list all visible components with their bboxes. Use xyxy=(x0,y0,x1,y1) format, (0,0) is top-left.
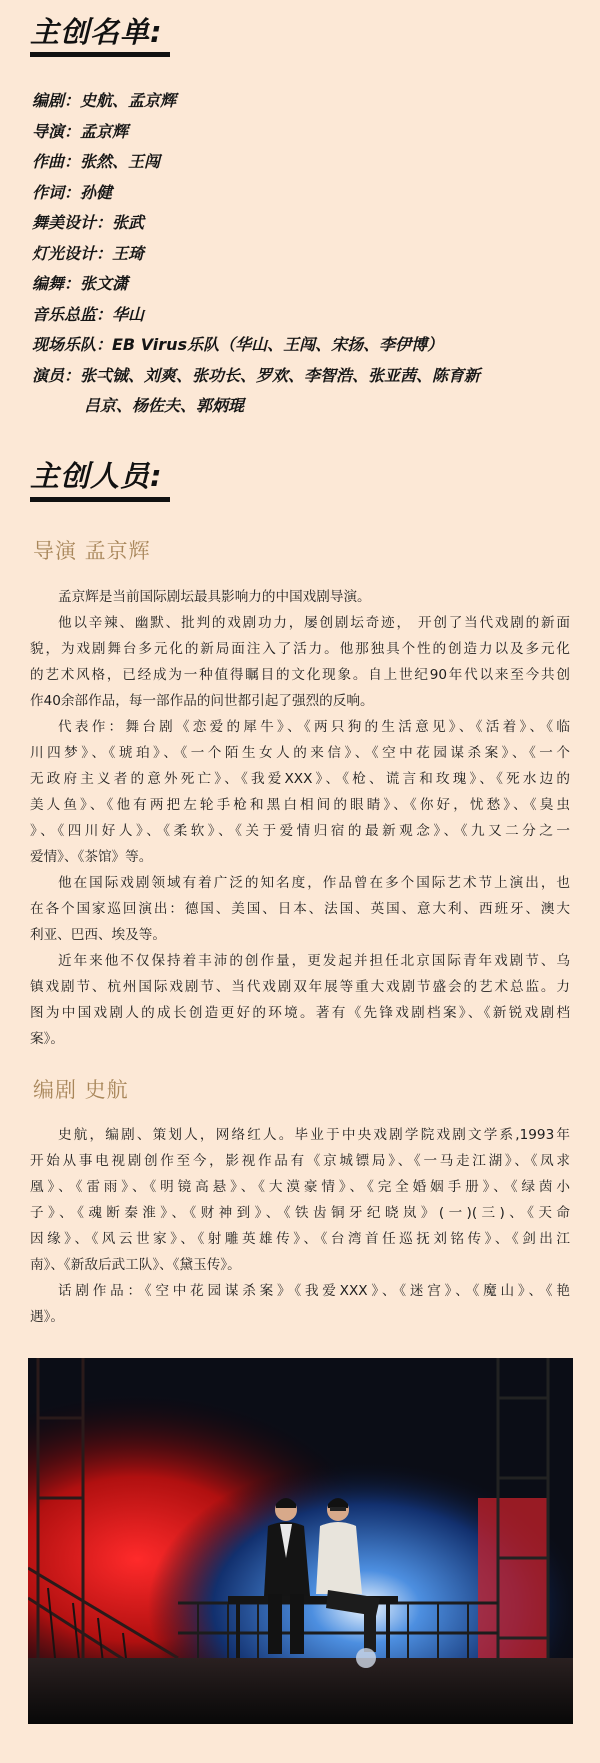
credit-line: 音乐总监：华山 xyxy=(32,304,145,324)
bio-line: 南》、《新敌后武工队》、《黛玉传》。 xyxy=(30,1257,241,1273)
credit-line: 灯光设计：王琦 xyxy=(32,243,145,263)
bio-line: 的艺术风格，已经成为一种值得瞩目的文化现象。自上世纪90年代以来至今共创 xyxy=(30,667,570,683)
heading-underline xyxy=(30,497,170,502)
bio-line: 话剧作品：《空中花园谋杀案》《我爱XXX》、《迷宫》、《魔山》、《艳 xyxy=(58,1283,570,1299)
heading-underline xyxy=(30,52,170,57)
bio-line: 美人鱼》、《他有两把左轮手枪和黑白相间的眼睛》、《你好，忧愁》、《臭虫 xyxy=(30,797,570,813)
bio-line: 遇》。 xyxy=(30,1309,64,1325)
writer-heading: 编剧 史航 xyxy=(33,1078,129,1102)
bio-line: 作40余部作品，每一部作品的问世都引起了强烈的反响。 xyxy=(30,693,374,709)
bio-line: 近年来他不仅保持着丰沛的创作量，更发起并担任北京国际青年戏剧节、乌 xyxy=(58,953,570,969)
bio-line: 因缘》、《风云世家》、《射雕英雄传》、《台湾首任巡抚刘铭传》、《剑出江 xyxy=(30,1231,570,1247)
stage-scene-image xyxy=(28,1358,573,1724)
bio-line: 孟京辉是当前国际剧坛最具影响力的中国戏剧导演。 xyxy=(58,589,371,605)
crew-list-heading: 主创名单: xyxy=(30,15,163,49)
credit-line: 编剧：史航、孟京辉 xyxy=(32,91,177,110)
bio-line: 代表作：舞台剧《恋爱的犀牛》、《两只狗的生活意见》、《活着》、《临 xyxy=(58,719,570,735)
credit-line: 演员：张弌铖、刘爽、张功长、罗欢、李智浩、张亚茜、陈育新 xyxy=(32,365,481,385)
bio-line: 无政府主义者的意外死亡》、《我爱XXX》、《枪、谎言和玫瑰》、《死水边的 xyxy=(30,771,570,787)
credit-line: 编舞：张文潇 xyxy=(32,274,129,293)
bio-line: 镇戏剧节、杭州国际戏剧节、当代戏剧双年展等重大戏剧节盛会的艺术总监。力 xyxy=(30,979,570,995)
bio-line: 他以辛辣、幽默、批判的戏剧功力，屡创剧坛奇迹， 开创了当代戏剧的新面 xyxy=(58,615,570,631)
stage-photo xyxy=(28,1358,573,1724)
credit-line: 作曲：张然、王闯 xyxy=(32,152,161,171)
bio-line: 他在国际戏剧领域有着广泛的知名度，作品曾在多个国际艺术节上演出，也 xyxy=(58,875,570,891)
credit-line: 吕京、杨佐夫、郭炳琨 xyxy=(84,396,245,415)
credits-list xyxy=(32,86,572,422)
bio-line: 》、《四川好人》、《柔软》、《关于爱情归宿的最新观念》、《九又二分之一 xyxy=(30,823,570,839)
writer-bio xyxy=(30,1122,570,1330)
bio-line: 子》、《魂断秦淮》、《财神到》、《铁齿铜牙纪晓岚》(一)(三)、《天命 xyxy=(30,1205,570,1221)
credit-line: 舞美设计：张武 xyxy=(32,213,145,232)
credit-line: 现场乐队：EB Virus乐队（华山、王闯、宋扬、李伊博） xyxy=(32,335,444,354)
bio-line: 在各个国家巡回演出：德国、美国、日本、法国、英国、意大利、西班牙、澳大 xyxy=(30,901,570,917)
director-bio xyxy=(30,584,570,1052)
bio-line: 爱情》、《茶馆》等。 xyxy=(30,849,153,865)
bio-line: 貌，为戏剧舞台多元化的新局面注入了活力。他那独具个性的创造力以及多元化 xyxy=(30,641,570,657)
credit-line: 导演：孟京辉 xyxy=(32,121,129,141)
bio-line: 图为中国戏剧人的成长创造更好的环境。著有《先锋戏剧档案》、《新锐戏剧档 xyxy=(30,1005,570,1021)
bio-line: 史航，编剧、策划人，网络红人。毕业于中央戏剧学院戏剧文学系,1993年 xyxy=(58,1127,570,1143)
bio-line: 川四梦》、《琥珀》、《一个陌生女人的来信》、《空中花园谋杀案》、《一个 xyxy=(30,745,570,761)
bio-line: 凰》、《雷雨》、《明镜高悬》、《大漠豪情》、《完全婚姻手册》、《绿茵小 xyxy=(30,1179,570,1195)
bio-line: 案》。 xyxy=(30,1031,64,1047)
bio-line: 利亚、巴西、埃及等。 xyxy=(30,927,166,943)
credit-line: 作词：孙健 xyxy=(32,182,113,202)
bio-line: 开始从事电视剧创作至今，影视作品有《京城镖局》、《一马走江湖》、《凤求 xyxy=(30,1153,570,1169)
creators-heading: 主创人员: xyxy=(30,459,163,493)
director-heading: 导演 孟京辉 xyxy=(33,539,151,563)
